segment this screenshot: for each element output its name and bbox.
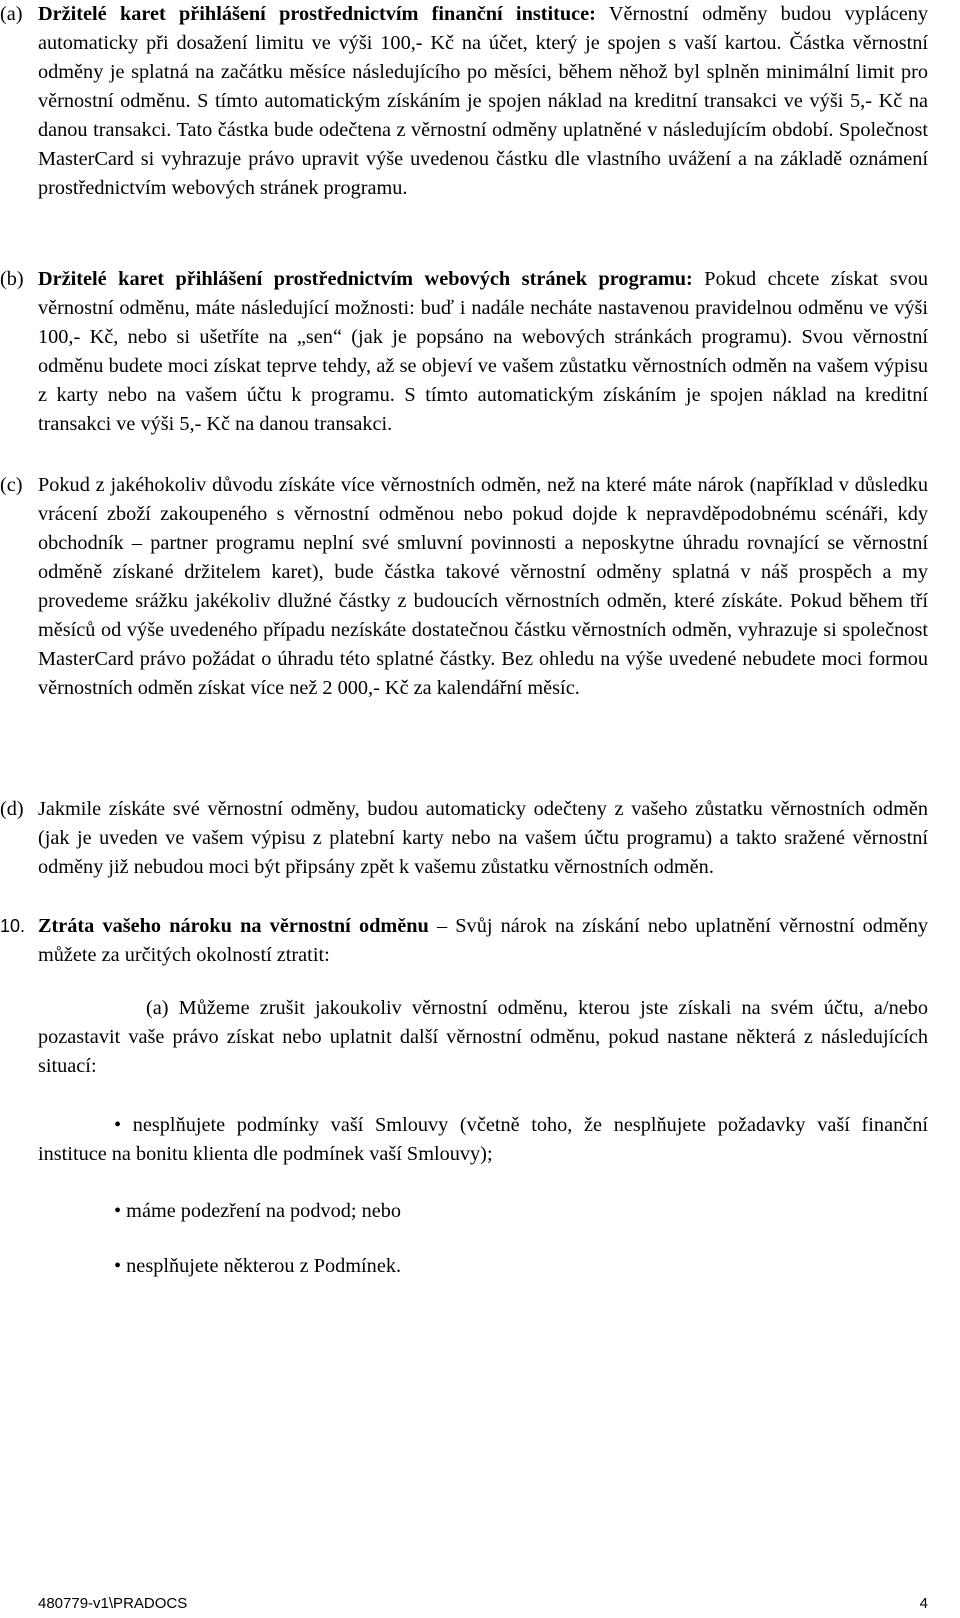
clause-c <box>0 471 928 703</box>
clause-a <box>0 0 928 203</box>
clause-d <box>0 795 928 882</box>
clause-c-text: Pokud z jakéhokoliv důvodu získáte více věrnostních odměn, než na které máte nárok (například v důsledku vrácení zboží zakoupeného s věrnostní odměnou nebo pokud dojde k nepravděpodobnému scénáři, kdy obchodník – partner programu neplní své smluvní povinnosti a neposkytne úhradu rovnající se věrnostní odměně získané držitelem karet), bude částka takové věrnostní odměny splatná v náš prospěch a my provedeme srážku jakékoliv dlužné částky z budoucích věrnostních odměn, které získáte. Pokud během tří měsíců od výše uvedeného případu nezískáte dostatečnou částku věrnostních odměn, vyhrazuje si společnost MasterCard právo požádat o úhradu této splatné částky. Bez ohledu na výše uvedené nebudete moci formou věrnostních odměn získat více než 2 000,- Kč za kalendářní měsíc. <box>38 474 928 699</box>
clause-a-text: Věrnostní odměny budou vypláceny automaticky při dosažení limitu ve výši 100,- Kč na účet, který je spojen s vaší kartou. Částka věrnostní odměny je splatná na začátku měsíce následujícího po měsíci, během něhož byl splněn minimální limit pro věrnostní odměnu. S tímto automatickým získáním je spojen náklad na kreditní transakci ve výši 5,- Kč na danou transakci. Tato částka bude odečtena z věrnostní odměny uplatněné v následujícím období. Společnost MasterCard si vyhrazuje právo upravit výše uvedenou částku dle vlastního uvážení a na základě oznámení prostřednictvím webových stránek programu. <box>38 3 928 199</box>
section-10-heading: Ztráta vašeho nároku na věrnostní odměnu <box>38 915 429 937</box>
clause-d-label: (d) <box>0 798 24 820</box>
clause-d-text: Jakmile získáte své věrnostní odměny, budou automaticky odečteny z vašeho zůstatku věrnostních odměn (jak je uveden ve vašem výpisu z platební karty nebo na vašem účtu programu) a takto sražené věrnostní odměny již nebudou moci být připsány zpět k vašemu zůstatku věrnostních odměn. <box>38 798 928 878</box>
bullet-item: • máme podezření na podvod; nebo <box>114 1200 402 1222</box>
clause-a-heading: Držitelé karet přihlášení prostřednictvím finanční instituce: <box>38 3 596 25</box>
bullet-item: • nesplňujete některou z Podmínek. <box>114 1255 402 1277</box>
section-10-text: – Svůj nárok na získání nebo uplatnění věrnostní odměny můžete za určitých okolností ztratit: <box>38 915 928 966</box>
section-10 <box>0 912 928 970</box>
clause-b-heading: Držitelé karet přihlášení prostřednictvím webových stránek programu: <box>38 268 693 290</box>
clause-a-label: (a) <box>0 3 23 25</box>
clause-b-label: (b) <box>0 268 24 290</box>
section-10-number: 10. <box>0 916 26 936</box>
clause-b <box>0 265 929 439</box>
bullet-item: • nesplňujete podmínky vaší Smlouvy (včetně toho, že nesplňujete požadavky vaší finanční instituce na bonitu klienta dle podmínek vaší Smlouvy); <box>38 1114 928 1165</box>
footer-document-id: 480779-v1\PRADOCS <box>38 1595 188 1612</box>
footer-page-number: 4 <box>919 1595 928 1612</box>
clause-b-text: Pokud chcete získat svou věrnostní odměnu, máte následující možnosti: buď i nadále necháte nastavenou pravidelnou odměnu ve výši 100,- Kč, nebo si ušetříte na „sen“ (jak je popsáno na webových stránkách programu). Svou věrnostní odměnu budete moci získat teprve tehdy, až se objeví ve vašem zůstatku věrnostních odměn na vašem výpisu z karty nebo na vašem účtu k programu. S tímto automatickým získáním je spojen náklad na kreditní transakci ve výši 5,- Kč na danou transakci. <box>38 268 929 435</box>
section-10-sub-a: (a) Můžeme zrušit jakoukoliv věrnostní odměnu, kterou jste získali na svém účtu, a/nebo pozastavit vaše právo získat nebo uplatnit další věrnostní odměnu, pokud nastane některá z následujících situací: <box>38 997 928 1077</box>
clause-c-label: (c) <box>0 474 23 496</box>
